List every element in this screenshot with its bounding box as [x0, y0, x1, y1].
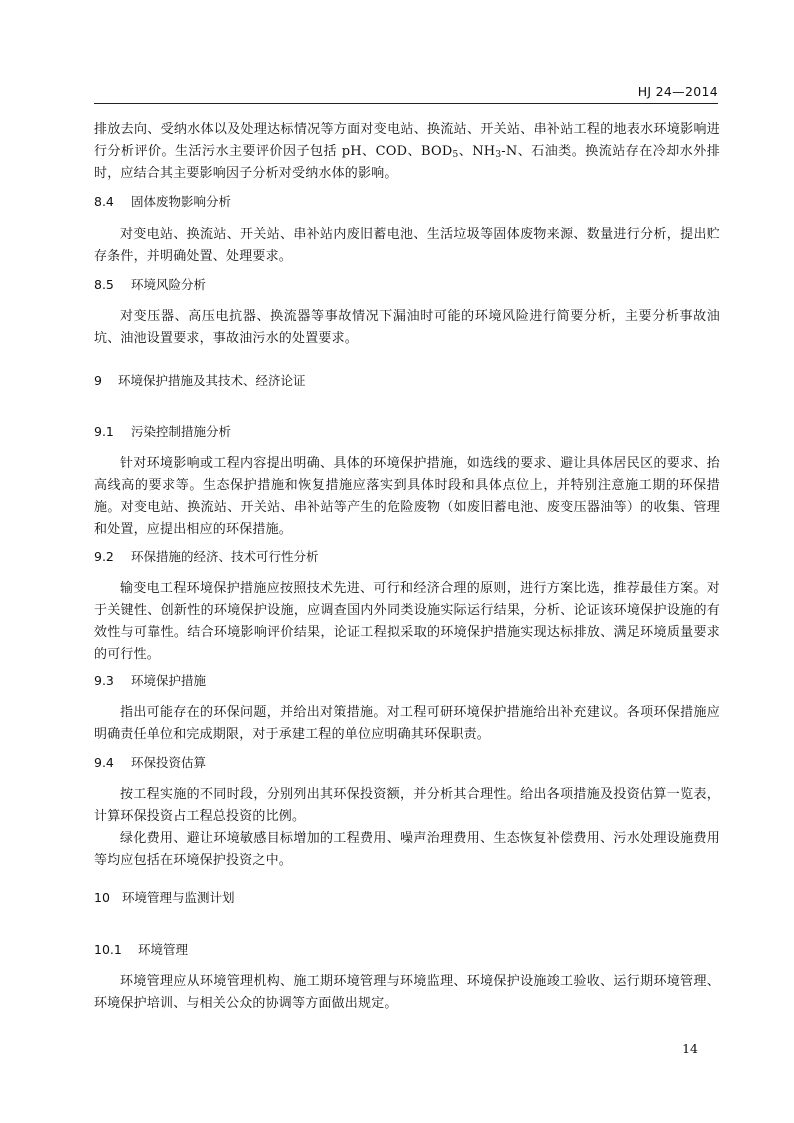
paragraph: 输变电工程环境保护措施应按照技术先进、可行和经济合理的原则，进行方案比选，推荐最佳方案。对于关键性、创新性的环境保护设施，应调查国内外同类设施实际运行结果，分析、论证该环境保护设施的有效性与可靠性。结合环境影响评价结果，论证工程拟采取的环境保护措施实现达标排放、满足环境质量要求的可行性。	[94, 581, 720, 662]
section-heading	[94, 673, 720, 689]
section-title: 环境保护措施	[131, 673, 207, 688]
section-heading	[94, 549, 720, 565]
section-title: 环保措施的经济、技术可行性分析	[131, 549, 319, 564]
section-heading	[94, 424, 720, 440]
paragraph: 排放去向、受纳水体以及处理达标情况等方面对变电站、换流站、开关站、串补站工程的地表水环境影响进行分析评价。生活污水主要评价因子包括 pH、COD、$BOD_5$、$NH_3-N$、石油类。换流站存在冷却水外排时，应结合其主要影响因子分析对受纳水体的影响。	[94, 122, 721, 181]
paragraph: 针对环境影响或工程内容提出明确、具体的环境保护措施，如选线的要求、避让具体居民区的要求、抬高线高的要求等。生态保护措施和恢复措施应落实到具体时段和具体点位上，并特别注意施工期的环保措施。对变电站、换流站、开关站、串补站等产生的危险废物（如废旧蓄电池、废变压器油等）的收集、管理和处置，应提出相应的环保措施。	[94, 456, 720, 537]
section-title: 环保投资估算	[131, 755, 207, 770]
document-code: HJ 24—2014	[637, 84, 718, 99]
section-number: 9.1	[94, 424, 114, 439]
section-number: 8.4	[94, 194, 114, 209]
header-rule	[94, 103, 718, 104]
section-number: 9.4	[94, 755, 114, 770]
paragraph: 对变电站、换流站、开关站、串补站内废旧蓄电池、生活垃圾等固体废物来源、数量进行分析，提出贮存条件，并明确处置、处理要求。	[94, 227, 720, 264]
chapter-heading	[94, 890, 720, 906]
section-number: 8.5	[94, 277, 114, 292]
paragraph: 环境管理应从环境管理机构、施工期环境管理与环境监理、环境保护设施竣工验收、运行期环境管理、环境保护培训、与相关公众的协调等方面做出规定。	[94, 974, 720, 1011]
paragraph: 指出可能存在的环保问题，并给出对策措施。对工程可研环境保护措施给出补充建议。各项环保措施应明确责任单位和完成期限，对于承建工程的单位应明确其环保职责。	[94, 705, 720, 742]
section-title: 环境保护措施及其技术、经济论证	[118, 373, 306, 388]
section-heading	[94, 942, 720, 958]
section-number: 9	[94, 373, 102, 388]
section-number: 9.2	[94, 549, 114, 564]
section-number: 10.1	[94, 942, 122, 957]
paragraph: 按工程实施的不同时段，分别列出其环保投资额，并分析其合理性。给出各项措施及投资估算一览表，计算环保投资占工程总投资的比例。	[94, 787, 720, 824]
section-title: 环境管理	[138, 942, 189, 957]
section-title: 固体废物影响分析	[131, 194, 232, 209]
section-heading	[94, 277, 720, 293]
section-heading	[94, 755, 720, 771]
page-number: 14	[682, 1041, 698, 1056]
section-number: 9.3	[94, 673, 114, 688]
chapter-heading	[94, 373, 720, 389]
section-title: 环境风险分析	[131, 277, 207, 292]
section-title: 环境管理与监测计划	[122, 890, 235, 905]
section-number: 10	[94, 890, 110, 905]
section-title: 污染控制措施分析	[131, 424, 232, 439]
paragraph: 绿化费用、避让环境敏感目标增加的工程费用、噪声治理费用、生态恢复补偿费用、污水处理设施费用等均应包括在环境保护投资之中。	[94, 831, 720, 868]
section-heading	[94, 194, 720, 210]
paragraph: 对变压器、高压电抗器、换流器等事故情况下漏油时可能的环境风险进行简要分析，主要分析事故油坑、油池设置要求，事故油污水的处置要求。	[94, 309, 720, 346]
